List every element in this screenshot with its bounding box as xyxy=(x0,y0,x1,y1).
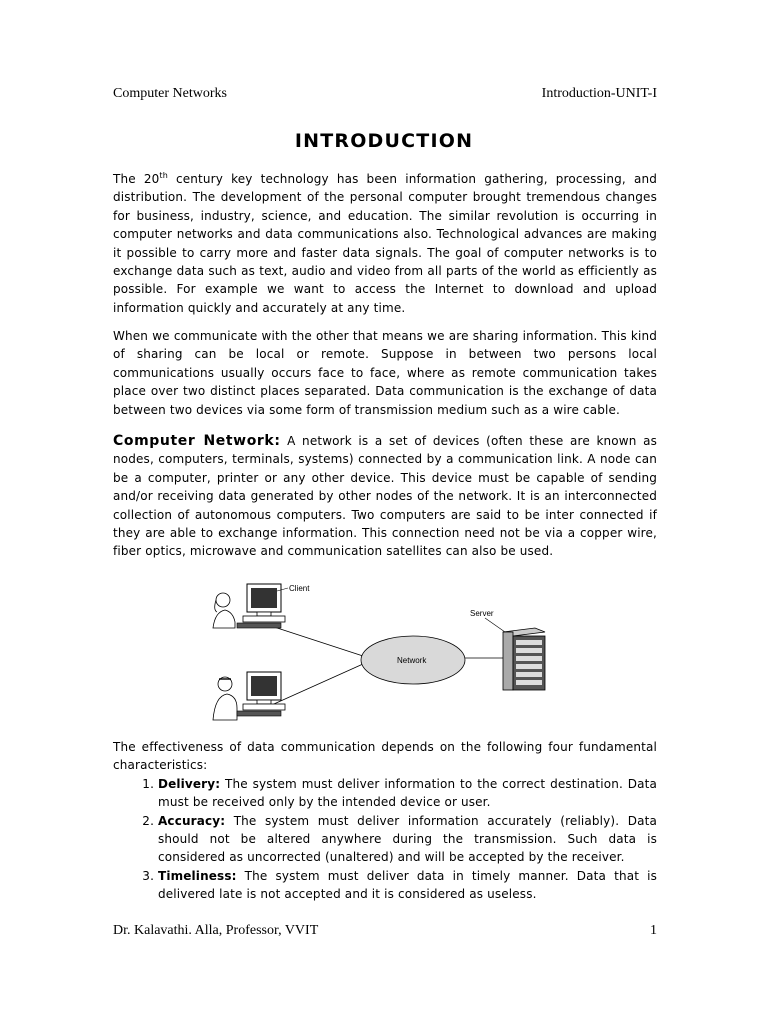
list-item-accuracy xyxy=(158,812,657,867)
network-diagram-svg xyxy=(205,578,555,730)
paragraph-intro xyxy=(113,170,657,317)
accuracy-term: Accuracy: xyxy=(158,813,226,828)
computer-network-term: Computer Network: xyxy=(113,433,281,449)
para1-pre: The 20 xyxy=(113,172,160,186)
network-label: Network xyxy=(397,656,427,665)
person-1-head xyxy=(216,593,230,607)
person-1-body xyxy=(213,610,235,628)
page-title: INTRODUCTION xyxy=(294,130,474,152)
client-computer-1 xyxy=(213,584,285,628)
paragraph-computer-network xyxy=(113,432,657,561)
para1-sup: th xyxy=(159,171,168,180)
client1-link xyxy=(265,624,363,656)
paragraph-characteristics xyxy=(113,738,657,904)
delivery-term: Delivery: xyxy=(158,776,221,791)
para2-text: When we communicate with the other that means we are sharing information. This kind of sharing can be local or remote. Suppose in between two persons local communications usually occurs face to face, where as remote communication takes place over two distinct places separated. Data communication is the exchange of data between two devices via some form of transmission medium such as a wire cable. xyxy=(113,329,657,417)
header-right: Introduction-UNIT-I xyxy=(541,86,657,101)
server-label: Server xyxy=(470,609,494,618)
delivery-text: The system must deliver information to the correct destination. Data must be received only by the intended device or user. xyxy=(158,776,657,810)
server-rack xyxy=(503,628,545,690)
list-item-delivery xyxy=(158,775,657,812)
page-number: 1 xyxy=(650,923,657,938)
page-header xyxy=(113,86,657,102)
para1-post: century key technology has been information gathering, processing, and distribution. The development of the personal computer brought tremendous changes for business, industry, science, and education. The similar revolution is occurring in computer networks and data communications also. Technological advances are making it possible to carry more and faster data signals. The goal of computer networks is to exchange data such as text, audio and video from all parts of the world as efficiently as possible. For example we want to access the Internet to download and upload information quickly and accurately at any time. xyxy=(113,172,657,315)
person-2-body xyxy=(213,694,237,720)
characteristics-list xyxy=(113,775,657,904)
footer-author: Dr. Kalavathi. Alla, Professor, VVIT xyxy=(113,923,319,938)
timeliness-text: The system must deliver data in timely manner. Data that is delivered late is not accepted and it is considered as useless. xyxy=(158,868,657,902)
network-diagram xyxy=(205,578,555,730)
keyboard-1 xyxy=(237,623,281,628)
page-footer xyxy=(113,923,657,939)
keyboard-2 xyxy=(237,711,281,716)
timeliness-term: Timeliness: xyxy=(158,868,237,883)
list-item-timeliness xyxy=(158,867,657,904)
paragraph-communication xyxy=(113,327,657,419)
client-computer-2 xyxy=(213,672,285,720)
para3-text: A network is a set of devices (often these are known as nodes, computers, terminals, systems) connected by a communication link. A node can be a computer, printer or any other device. This device must be capable of sending and/or receiving data generated by other nodes of the network. It is an interconnected collection of autonomous computers. Two computers are said to be inter connected if they are able to exchange information. This connection need not be via a copper wire, fiber optics, microwave and communication satellites can also be used. xyxy=(113,434,658,559)
para4-intro: The effectiveness of data communication depends on the following four fundamental characteristics: xyxy=(113,740,657,773)
accuracy-text: The system must deliver information accurately (reliably). Data should not be altered anywhere during the transmission. Such data is considered as uncorrected (unaltered) and will be accepted by the receiver. xyxy=(158,813,657,865)
client-label: Client xyxy=(289,584,310,593)
header-left: Computer Networks xyxy=(113,86,227,101)
